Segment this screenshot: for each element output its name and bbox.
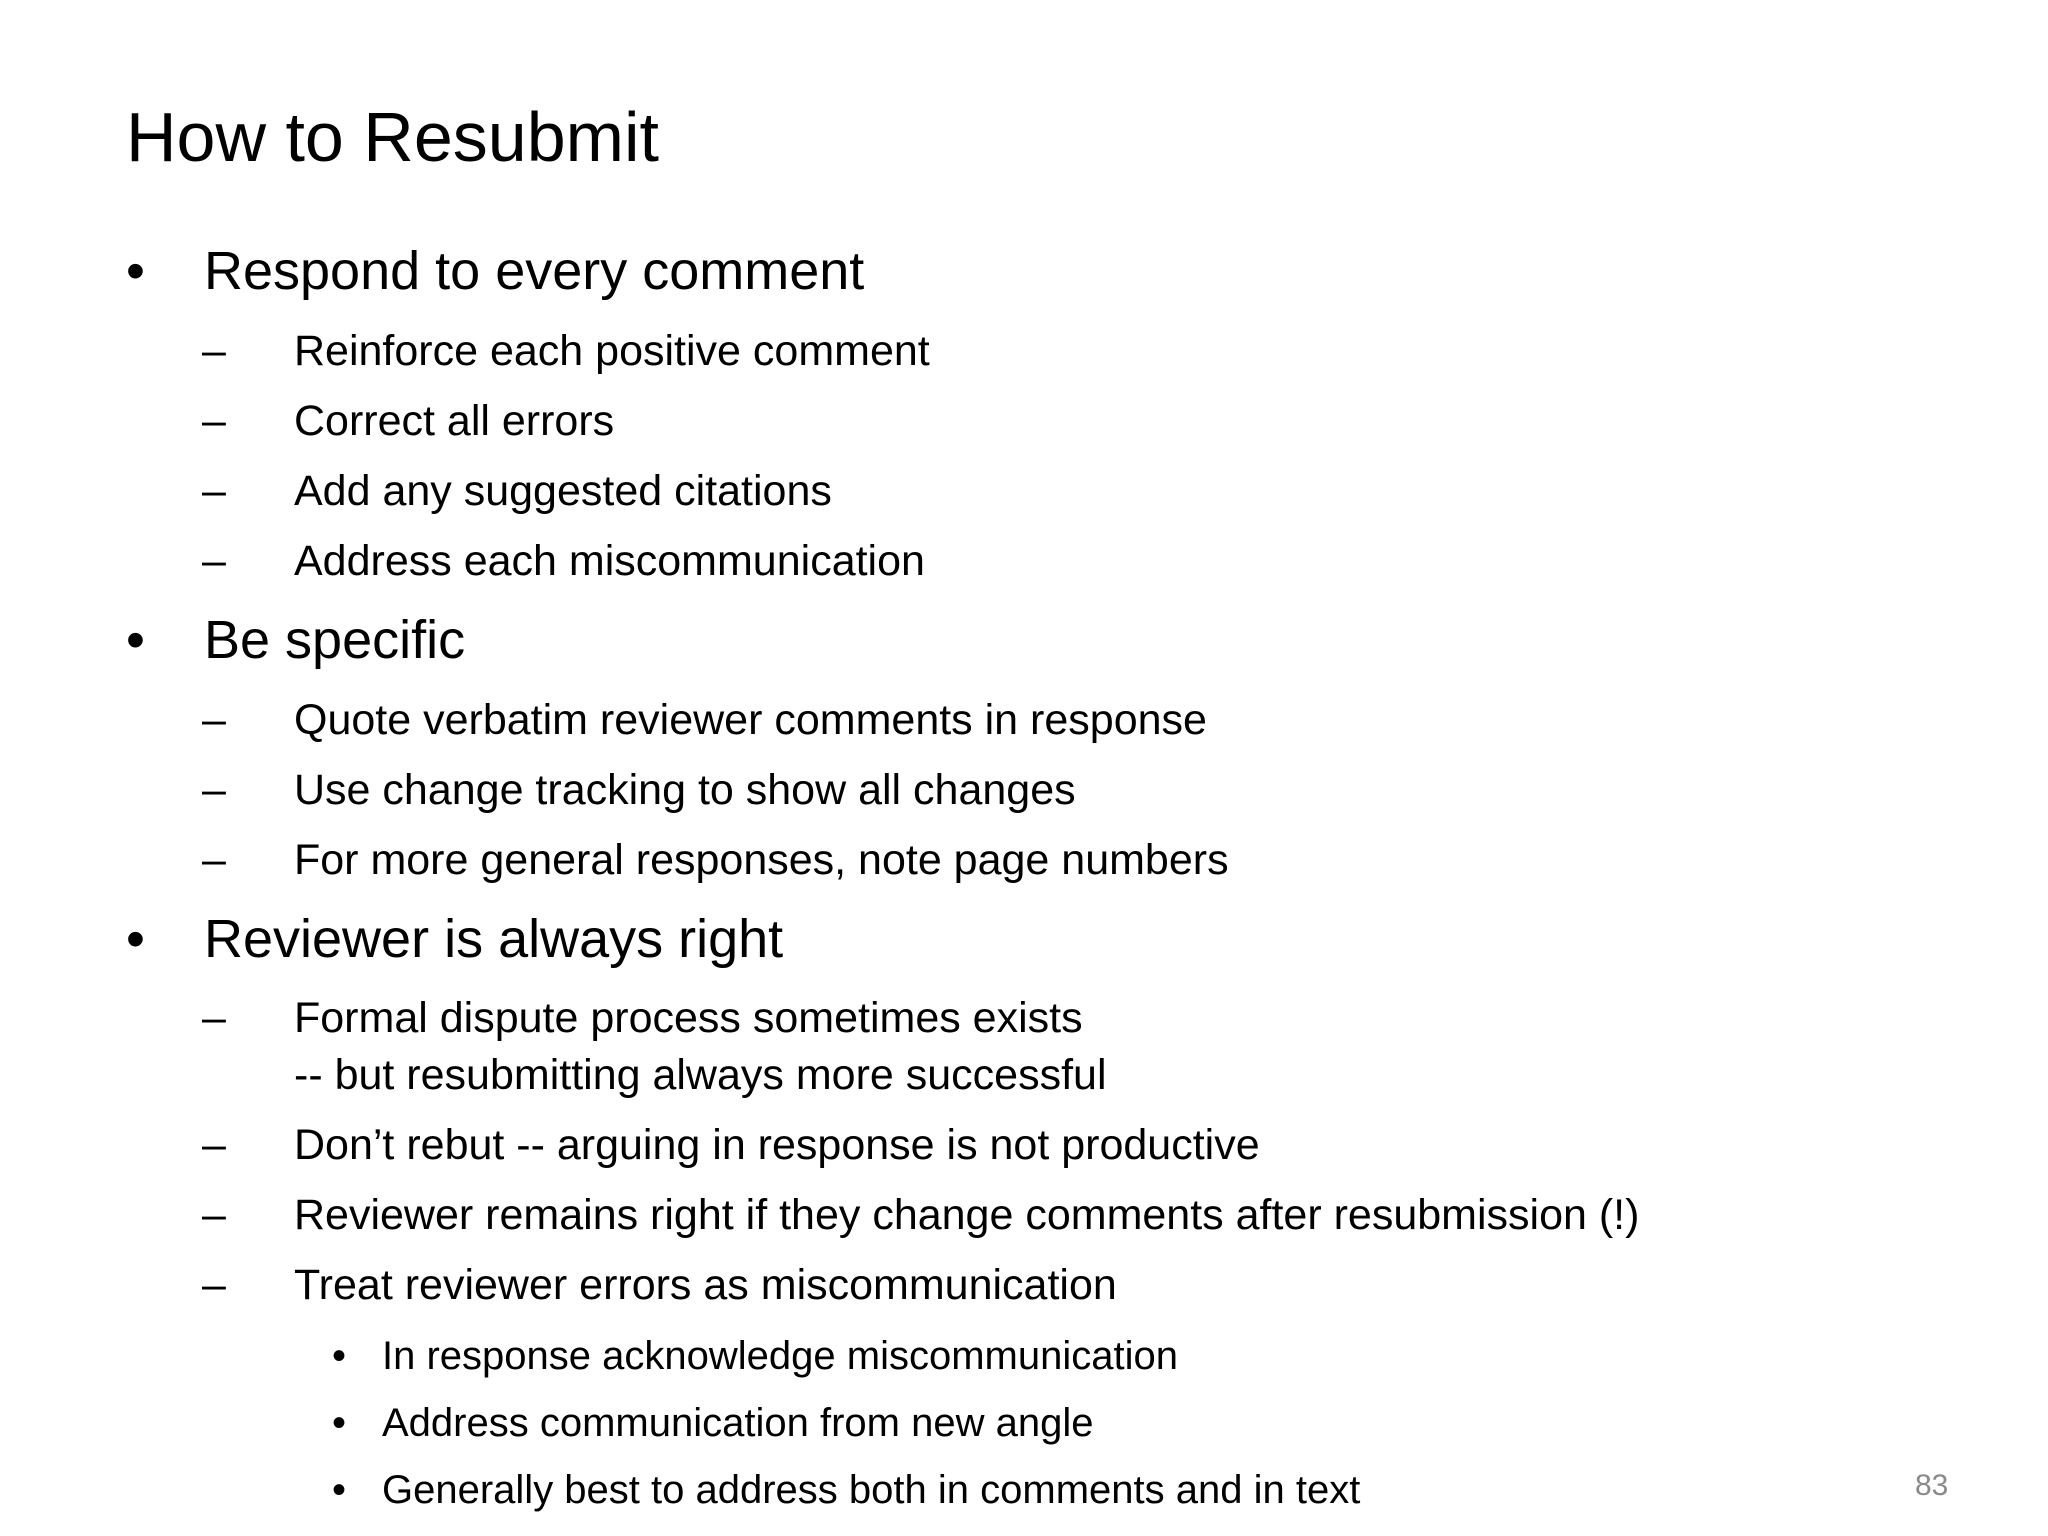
sub-bullet-text: -- but resubmitting always more successful [294, 1051, 1107, 1099]
sub-sub-bullet-text: Generally best to address both in comments and in text [382, 1468, 1361, 1512]
sub-bullet-text: Address each miscommunication [294, 537, 925, 585]
dash-icon: – [202, 327, 226, 375]
bullet-icon: • [126, 909, 145, 969]
sub-sub-bullet-text: In response acknowledge miscommunication [382, 1334, 1178, 1378]
bullet-text: Be specific [204, 610, 466, 670]
dash-icon: – [202, 696, 226, 744]
slide-title: How to Resubmit [126, 98, 659, 176]
sub-bullet-text: For more general responses, note page numbers [294, 836, 1229, 884]
sub-bullet-text: Formal dispute process sometimes exists [294, 994, 1083, 1042]
bullet-text: Reviewer is always right [204, 909, 784, 969]
bullet-text: Respond to every comment [204, 241, 865, 301]
dash-icon: – [202, 537, 226, 585]
sub-bullet-text: Correct all errors [294, 397, 615, 445]
bullet-icon: • [332, 1401, 347, 1445]
dash-icon: – [202, 994, 226, 1042]
sub-bullet-text: Reviewer remains right if they change comments after resubmission (!) [294, 1191, 1640, 1239]
bullet-icon: • [126, 610, 145, 670]
bullet-icon: • [126, 241, 145, 301]
dash-icon: – [202, 836, 226, 884]
dash-icon: – [202, 1121, 226, 1169]
bullet-icon: • [332, 1334, 347, 1378]
dash-icon: – [202, 1261, 226, 1309]
dash-icon: – [202, 467, 226, 515]
dash-icon: – [202, 1191, 226, 1239]
sub-bullet-text: Add any suggested citations [294, 467, 832, 515]
dash-icon: – [202, 397, 226, 445]
page-number: 83 [1915, 1469, 1949, 1502]
dash-icon: – [202, 766, 226, 814]
sub-bullet-text: Don’t rebut -- arguing in response is not productive [294, 1121, 1260, 1169]
bullet-icon: • [332, 1468, 347, 1512]
sub-bullet-text: Use change tracking to show all changes [294, 766, 1076, 814]
sub-bullet-text: Reinforce each positive comment [294, 327, 930, 375]
sub-sub-bullet-text: Address communication from new angle [382, 1401, 1094, 1445]
sub-bullet-text: Quote verbatim reviewer comments in response [294, 696, 1207, 744]
sub-bullet-text: Treat reviewer errors as miscommunication [294, 1261, 1117, 1309]
